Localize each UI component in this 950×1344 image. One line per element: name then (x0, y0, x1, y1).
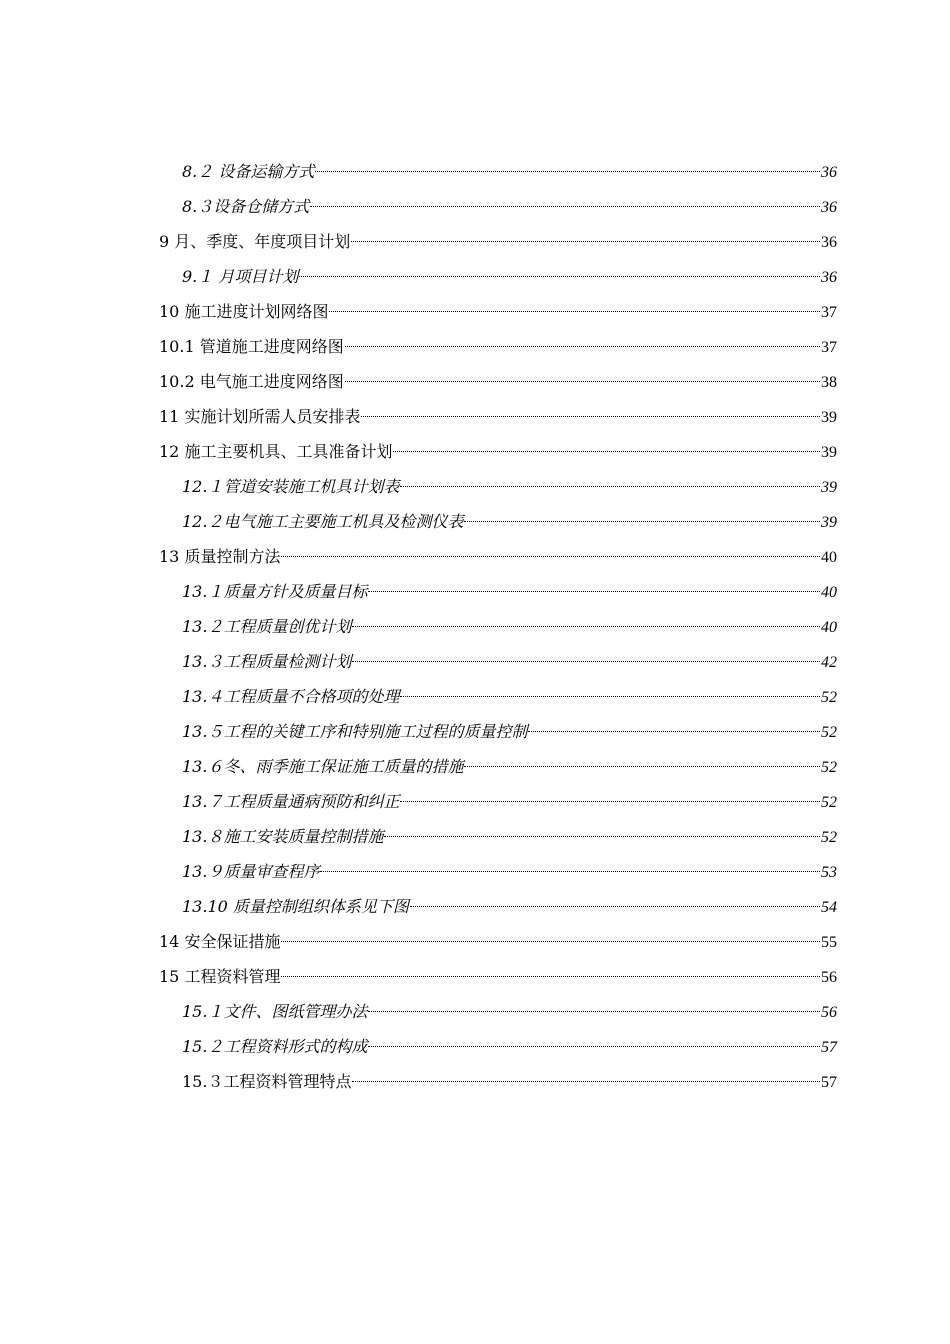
toc-entry[interactable] (159, 924, 837, 959)
toc-entry-label: 10 施工进度计划网络图 (159, 302, 329, 321)
toc-dot-leader (345, 381, 820, 382)
toc-page-number: 36 (821, 164, 837, 181)
toc-entry[interactable] (182, 784, 837, 819)
toc-page-number: 57 (821, 1074, 837, 1091)
toc-entry[interactable] (182, 819, 837, 854)
toc-dot-leader (351, 241, 820, 242)
toc-dot-leader (464, 766, 820, 767)
toc-dot-leader (368, 1011, 820, 1012)
toc-entry-label: 13.10 质量控制组织体系见下图 (182, 897, 409, 916)
toc-entry[interactable] (182, 1064, 837, 1099)
toc-dot-leader (464, 521, 820, 522)
toc-entry[interactable] (182, 644, 837, 679)
toc-entry[interactable] (159, 329, 837, 364)
toc-page-number: 39 (821, 479, 837, 496)
toc-entry-label: 15.１文件、图纸管理办法 (182, 1002, 368, 1021)
toc-dot-leader (281, 556, 820, 557)
toc-dot-leader (368, 1046, 820, 1047)
toc-entry-label: 10.1 管道施工进度网络图 (159, 337, 344, 356)
toc-page-number: 39 (821, 409, 837, 426)
toc-page-number: 36 (821, 199, 837, 216)
toc-entry[interactable] (159, 294, 837, 329)
toc-dot-leader (299, 276, 820, 277)
toc-entry-label: 13.３工程质量检测计划 (182, 652, 352, 671)
toc-page-number: 52 (821, 794, 837, 811)
toc-page-number: 40 (821, 619, 837, 636)
toc-page-number: 53 (821, 864, 837, 881)
toc-dot-leader (400, 696, 820, 697)
toc-entry[interactable] (182, 889, 837, 924)
toc-entry[interactable] (182, 154, 837, 189)
toc-page-number: 37 (821, 304, 837, 321)
toc-entry[interactable] (159, 434, 837, 469)
toc-entry[interactable] (182, 259, 837, 294)
toc-entry[interactable] (182, 469, 837, 504)
toc-page-number: 54 (821, 899, 837, 916)
toc-page-number: 52 (821, 724, 837, 741)
toc-dot-leader (352, 1081, 820, 1082)
toc-entry-label: 12.１管道安装施工机具计划表 (182, 477, 400, 496)
toc-entry-label: 11 实施计划所需人员安排表 (159, 407, 361, 426)
toc-entry[interactable] (182, 679, 837, 714)
toc-entry-label: 13.８施工安装质量控制措施 (182, 827, 384, 846)
toc-entry-label: 13.４工程质量不合格项的处理 (182, 687, 400, 706)
toc-entry[interactable] (182, 504, 837, 539)
toc-entry-label: 12.２电气施工主要施工机具及检测仪表 (182, 512, 464, 531)
toc-entry[interactable] (182, 1029, 837, 1064)
toc-page-number: 52 (821, 759, 837, 776)
toc-dot-leader (400, 801, 820, 802)
toc-entry-label: 10.2 电气施工进度网络图 (159, 372, 344, 391)
toc-dot-leader (410, 906, 820, 907)
toc-page-number: 55 (821, 934, 837, 951)
toc-dot-leader (320, 871, 820, 872)
toc-dot-leader (352, 626, 820, 627)
toc-entry-label: 9.１ 月项目计划 (182, 267, 299, 286)
toc-entry[interactable] (182, 854, 837, 889)
toc-dot-leader (352, 661, 820, 662)
toc-page-number: 39 (821, 444, 837, 461)
toc-entry-label: 13 质量控制方法 (159, 547, 281, 566)
toc-page-number: 52 (821, 689, 837, 706)
toc-dot-leader (400, 486, 820, 487)
toc-dot-leader (393, 451, 820, 452)
toc-page-number: 56 (821, 969, 837, 986)
toc-entry-label: 8.２ 设备运输方式 (182, 162, 315, 181)
toc-dot-leader (315, 171, 820, 172)
toc-entry-label: 13.９质量审查程序 (182, 862, 320, 881)
toc-page-number: 36 (821, 269, 837, 286)
toc-dot-leader (310, 206, 820, 207)
toc-entry[interactable] (159, 539, 837, 574)
toc-entry-label: 13.７工程质量通病预防和纠正 (182, 792, 400, 811)
toc-dot-leader (281, 941, 820, 942)
toc-page-number: 57 (821, 1039, 837, 1056)
toc-entry-label: 15.３工程资料管理特点 (182, 1072, 352, 1091)
toc-entry-label: 13.６冬、雨季施工保证施工质量的措施 (182, 757, 464, 776)
toc-entry-label: 9 月、季度、年度项目计划 (159, 232, 351, 251)
toc-page-number: 56 (821, 1004, 837, 1021)
toc-entry[interactable] (159, 399, 837, 434)
toc-page-number: 37 (821, 339, 837, 356)
toc-entry[interactable] (159, 224, 837, 259)
toc-dot-leader (384, 836, 820, 837)
toc-dot-leader (329, 311, 820, 312)
toc-entry[interactable] (182, 994, 837, 1029)
toc-dot-leader (345, 346, 820, 347)
toc-entry-label: 13.５工程的关键工序和特别施工过程的质量控制 (182, 722, 528, 741)
toc-page-number: 40 (821, 549, 837, 566)
toc-entry[interactable] (182, 189, 837, 224)
toc-entry[interactable] (182, 609, 837, 644)
toc-entry[interactable] (159, 364, 837, 399)
toc-entry-label: 8.３设备仓储方式 (182, 197, 310, 216)
toc-entry[interactable] (182, 574, 837, 609)
toc-page-number: 42 (821, 654, 837, 671)
toc-entry-label: 12 施工主要机具、工具准备计划 (159, 442, 393, 461)
toc-entry[interactable] (159, 959, 837, 994)
toc-entry-label: 15 工程资料管理 (159, 967, 281, 986)
toc-dot-leader (528, 731, 820, 732)
toc-page-number: 40 (821, 584, 837, 601)
toc-entry-label: 13.２工程质量创优计划 (182, 617, 352, 636)
toc-entry-label: 14 安全保证措施 (159, 932, 281, 951)
toc-page-number: 36 (821, 234, 837, 251)
toc-page-number: 39 (821, 514, 837, 531)
toc-entry-label: 13.１质量方针及质量目标 (182, 582, 368, 601)
toc-entry-label: 15.２工程资料形式的构成 (182, 1037, 368, 1056)
toc-page-number: 38 (821, 374, 837, 391)
toc-page-number: 52 (821, 829, 837, 846)
toc-dot-leader (281, 976, 820, 977)
toc-dot-leader (361, 416, 820, 417)
toc-dot-leader (368, 591, 820, 592)
toc-entry[interactable] (182, 714, 837, 749)
toc-entry[interactable] (182, 749, 837, 784)
